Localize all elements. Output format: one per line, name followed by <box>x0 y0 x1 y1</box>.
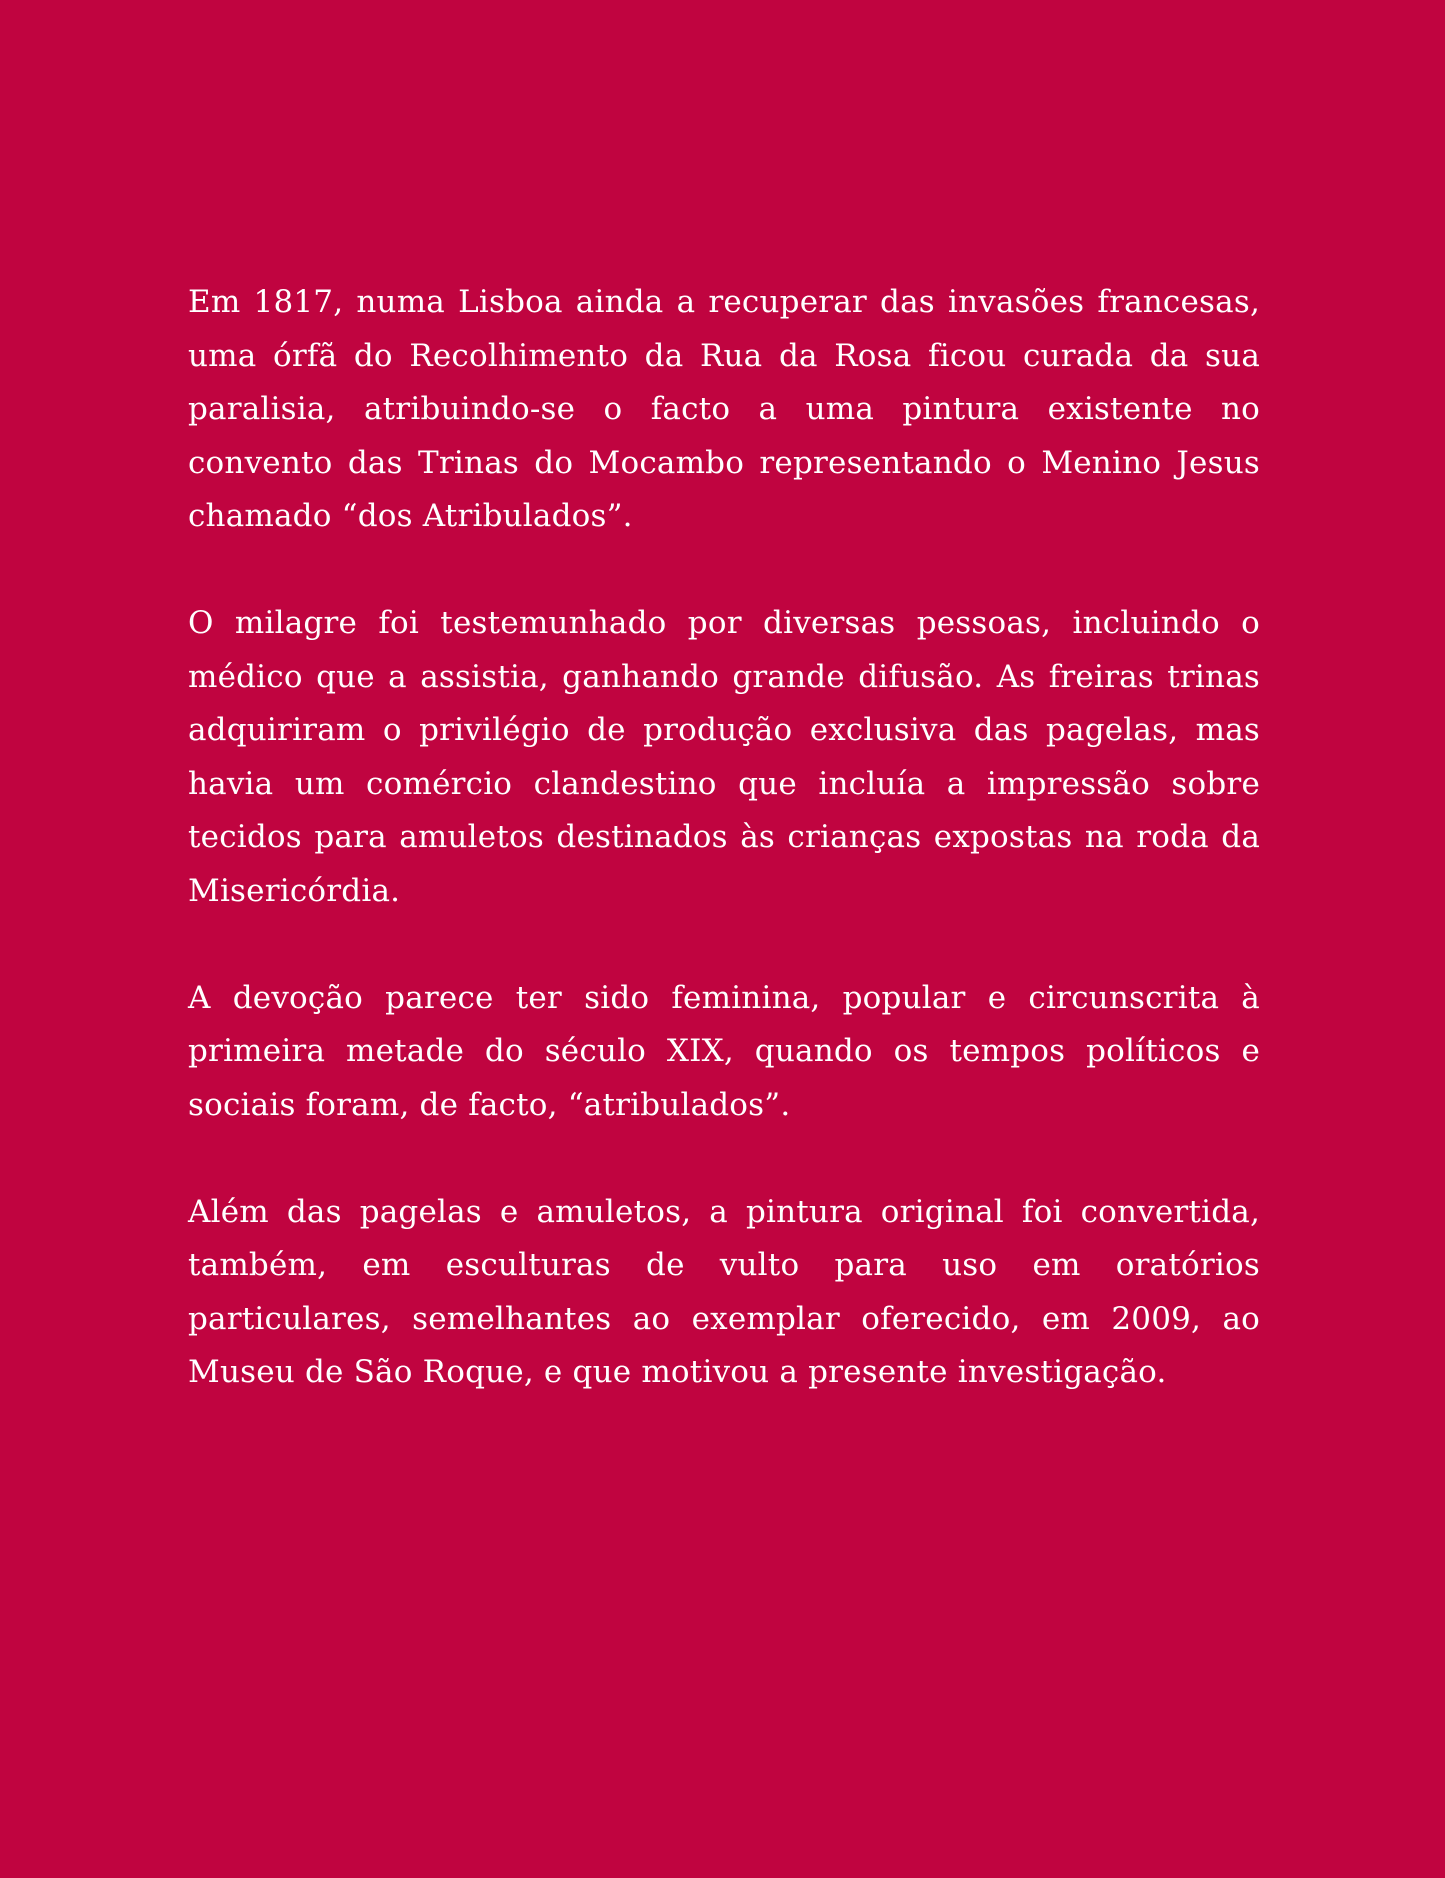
paragraph-miracle-1817: Em 1817, numa Lisboa ainda a recuperar das invasões francesas, uma órfã do Recolhimento da Rua da Rosa ficou curada da sua paralisia, atribuindo-se o facto a uma pintura existente no convento das Trinas do Mocambo representando o Menino Jesus chamado “dos Atribulados”. <box>188 284 1260 534</box>
paragraph-devotion: A devoção parece ter sido feminina, popular e circunscrita à primeira metade do século XIX, quando os tempos políticos e sociais foram, de facto, “atribulados”. <box>188 979 1260 1123</box>
paragraph-sculptures: Além das pagelas e amuletos, a pintura original foi convertida, também, em esculturas de vulto para uso em oratórios particulares, semelhantes ao exemplar oferecido, em 2009, ao Museu de São Roque, e que motivou a presente investigação. <box>188 1193 1260 1390</box>
body-text <box>188 276 1260 1453</box>
paragraph-testimony: O milagre foi testemunhado por diversas pessoas, incluindo o médico que a assistia, ganhando grande difusão. As freiras trinas adquiriram o privilégio de produção exclusiva das pagelas, mas havia um comércio clandestino que incluía a impressão sobre tecidos para amuletos destinados às crianças expostas na roda da Misericórdia. <box>188 605 1260 909</box>
